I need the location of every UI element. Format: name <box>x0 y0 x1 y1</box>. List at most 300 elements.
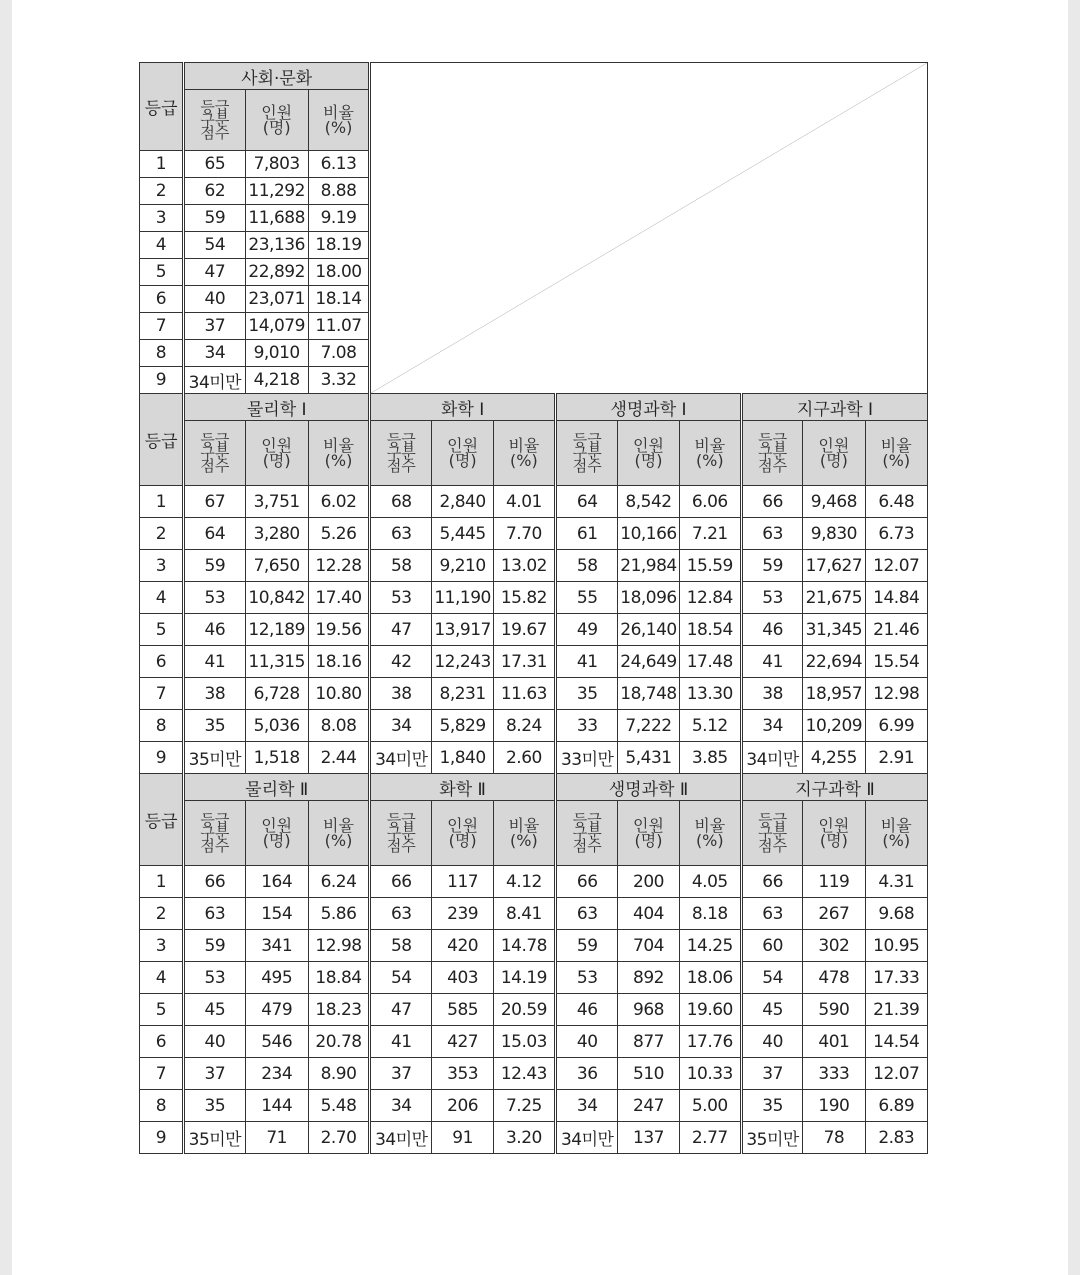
subject-header: 지구과학 Ⅰ <box>741 394 927 421</box>
cut-score-cell: 59 <box>184 550 245 582</box>
people-cell: 5,036 <box>245 710 308 742</box>
cut-score-cell: 54 <box>184 232 245 259</box>
ratio-cell: 2.83 <box>865 1122 927 1154</box>
cut-score-cell: 40 <box>741 1026 802 1058</box>
table-row <box>140 1090 928 1122</box>
people-cell: 9,210 <box>432 550 493 582</box>
ratio-cell: 12.98 <box>865 678 927 710</box>
ratio-cell: 13.02 <box>493 550 555 582</box>
subject-header: 지구과학 Ⅱ <box>741 774 927 801</box>
ratio-cell: 5.00 <box>679 1090 741 1122</box>
people-cell: 403 <box>432 962 493 994</box>
grade-cell: 5 <box>140 259 184 286</box>
people-cell: 91 <box>432 1122 493 1154</box>
people-cell: 404 <box>618 898 679 930</box>
cut-score-cell: 58 <box>370 930 432 962</box>
people-cell: 495 <box>245 962 308 994</box>
ratio-cell: 18.14 <box>308 286 369 313</box>
document-page <box>12 0 1068 1275</box>
cut-score-cell: 63 <box>556 898 618 930</box>
people-cell: 9,010 <box>245 340 308 367</box>
table-row <box>140 518 928 550</box>
ratio-cell: 7.21 <box>679 518 741 550</box>
grade-cell: 9 <box>140 367 184 394</box>
grade-cell: 4 <box>140 962 184 994</box>
cut-score-cell: 63 <box>741 898 802 930</box>
ratio-cell: 6.02 <box>308 486 369 518</box>
people-cell: 11,315 <box>245 646 308 678</box>
cut-score-cell: 35미만 <box>184 1122 245 1154</box>
people-header: 인원 (명) <box>803 801 865 866</box>
grade-cell: 8 <box>140 340 184 367</box>
grade-cell: 6 <box>140 286 184 313</box>
cut-score-cell: 45 <box>741 994 802 1026</box>
ratio-cell: 17.40 <box>308 582 369 614</box>
grade-cell: 7 <box>140 1058 184 1090</box>
people-cell: 18,096 <box>618 582 679 614</box>
people-cell: 18,748 <box>618 678 679 710</box>
people-cell: 1,518 <box>245 742 308 774</box>
cut-score-cell: 34 <box>741 710 802 742</box>
people-header: 인원 (명) <box>245 421 308 486</box>
cut-score-cell: 34미만 <box>184 367 245 394</box>
people-cell: 17,627 <box>803 550 865 582</box>
cut-score-cell: 53 <box>184 962 245 994</box>
subject-header: 사회·문화 <box>184 63 370 90</box>
subject-header: 화학 Ⅱ <box>370 774 556 801</box>
ratio-cell: 12.28 <box>308 550 369 582</box>
ratio-cell: 2.91 <box>865 742 927 774</box>
cut-score-cell: 35 <box>184 1090 245 1122</box>
table-row <box>140 678 928 710</box>
people-cell: 590 <box>803 994 865 1026</box>
ratio-cell: 3.32 <box>308 367 369 394</box>
table-row <box>140 742 928 774</box>
ratio-header: 비율 (%) <box>679 801 741 866</box>
ratio-cell: 11.07 <box>308 313 369 340</box>
cut-score-cell: 64 <box>556 486 618 518</box>
people-cell: 144 <box>245 1090 308 1122</box>
ratio-cell: 18.19 <box>308 232 369 259</box>
table-row <box>140 1058 928 1090</box>
cut-header: 등급 구분 점수 <box>370 801 432 866</box>
ratio-cell: 17.31 <box>493 646 555 678</box>
grade-cell: 7 <box>140 678 184 710</box>
grade-cell: 3 <box>140 550 184 582</box>
ratio-cell: 10.80 <box>308 678 369 710</box>
people-cell: 6,728 <box>245 678 308 710</box>
cut-score-cell: 37 <box>184 313 245 340</box>
cut-score-cell: 49 <box>556 614 618 646</box>
ratio-cell: 6.13 <box>308 151 369 178</box>
cut-score-cell: 47 <box>370 614 432 646</box>
cut-score-cell: 35미만 <box>184 742 245 774</box>
table-row <box>140 898 928 930</box>
people-cell: 12,243 <box>432 646 493 678</box>
ratio-cell: 6.48 <box>865 486 927 518</box>
table-row <box>140 646 928 678</box>
empty-diagonal-cell <box>370 63 928 394</box>
cut-score-cell: 66 <box>741 866 802 898</box>
people-cell: 5,829 <box>432 710 493 742</box>
cut-score-cell: 59 <box>184 930 245 962</box>
grade-cell: 6 <box>140 646 184 678</box>
cut-score-cell: 65 <box>184 151 245 178</box>
cut-score-cell: 34 <box>370 710 432 742</box>
grade-header: 등급 <box>140 63 184 151</box>
ratio-cell: 2.60 <box>493 742 555 774</box>
table-row <box>140 710 928 742</box>
people-cell: 1,840 <box>432 742 493 774</box>
grade-cell: 1 <box>140 151 184 178</box>
people-cell: 2,840 <box>432 486 493 518</box>
grade-header: 등급 <box>140 774 184 866</box>
ratio-cell: 15.59 <box>679 550 741 582</box>
ratio-cell: 2.77 <box>679 1122 741 1154</box>
people-cell: 10,842 <box>245 582 308 614</box>
people-cell: 9,830 <box>803 518 865 550</box>
cut-score-cell: 34미만 <box>370 1122 432 1154</box>
ratio-cell: 10.33 <box>679 1058 741 1090</box>
people-cell: 401 <box>803 1026 865 1058</box>
grade-cell: 3 <box>140 205 184 232</box>
table-row <box>140 582 928 614</box>
table-row <box>140 550 928 582</box>
people-cell: 8,231 <box>432 678 493 710</box>
table-row <box>140 614 928 646</box>
ratio-cell: 18.06 <box>679 962 741 994</box>
people-cell: 78 <box>803 1122 865 1154</box>
people-cell: 302 <box>803 930 865 962</box>
cut-header: 등급 구분 점수 <box>184 90 245 151</box>
people-cell: 164 <box>245 866 308 898</box>
ratio-cell: 6.73 <box>865 518 927 550</box>
people-header: 인원 (명) <box>618 421 679 486</box>
people-cell: 510 <box>618 1058 679 1090</box>
people-cell: 5,431 <box>618 742 679 774</box>
cut-score-cell: 34 <box>556 1090 618 1122</box>
people-cell: 11,190 <box>432 582 493 614</box>
cut-score-cell: 35미만 <box>741 1122 802 1154</box>
people-cell: 8,542 <box>618 486 679 518</box>
people-cell: 267 <box>803 898 865 930</box>
cut-score-cell: 47 <box>370 994 432 1026</box>
cut-score-cell: 41 <box>741 646 802 678</box>
ratio-cell: 15.82 <box>493 582 555 614</box>
ratio-cell: 13.30 <box>679 678 741 710</box>
cut-score-cell: 53 <box>741 582 802 614</box>
people-cell: 11,688 <box>245 205 308 232</box>
cut-score-cell: 45 <box>184 994 245 1026</box>
ratio-cell: 8.08 <box>308 710 369 742</box>
people-cell: 341 <box>245 930 308 962</box>
grade-cell: 1 <box>140 486 184 518</box>
grade-cell: 5 <box>140 614 184 646</box>
ratio-header: 비율 (%) <box>865 801 927 866</box>
people-cell: 18,957 <box>803 678 865 710</box>
ratio-cell: 7.25 <box>493 1090 555 1122</box>
people-cell: 247 <box>618 1090 679 1122</box>
people-cell: 427 <box>432 1026 493 1058</box>
cut-score-cell: 38 <box>184 678 245 710</box>
grade-cell: 5 <box>140 994 184 1026</box>
people-cell: 12,189 <box>245 614 308 646</box>
cut-score-cell: 46 <box>556 994 618 1026</box>
people-cell: 14,079 <box>245 313 308 340</box>
subject-header: 화학 Ⅰ <box>370 394 556 421</box>
ratio-cell: 2.70 <box>308 1122 369 1154</box>
people-cell: 9,468 <box>803 486 865 518</box>
cut-score-cell: 58 <box>370 550 432 582</box>
ratio-cell: 8.18 <box>679 898 741 930</box>
ratio-cell: 10.95 <box>865 930 927 962</box>
ratio-cell: 18.00 <box>308 259 369 286</box>
cut-score-cell: 37 <box>370 1058 432 1090</box>
ratio-cell: 14.84 <box>865 582 927 614</box>
people-cell: 3,280 <box>245 518 308 550</box>
people-cell: 478 <box>803 962 865 994</box>
ratio-cell: 17.33 <box>865 962 927 994</box>
people-cell: 22,694 <box>803 646 865 678</box>
ratio-cell: 14.54 <box>865 1026 927 1058</box>
people-cell: 3,751 <box>245 486 308 518</box>
people-cell: 4,255 <box>803 742 865 774</box>
cut-header: 등급 구분 점수 <box>741 421 802 486</box>
grade-cut-table <box>139 62 928 1154</box>
ratio-cell: 3.20 <box>493 1122 555 1154</box>
grade-cell: 8 <box>140 710 184 742</box>
ratio-cell: 12.43 <box>493 1058 555 1090</box>
people-cell: 21,675 <box>803 582 865 614</box>
cut-score-cell: 34미만 <box>556 1122 618 1154</box>
ratio-cell: 19.60 <box>679 994 741 1026</box>
ratio-cell: 8.41 <box>493 898 555 930</box>
people-cell: 234 <box>245 1058 308 1090</box>
ratio-cell: 12.07 <box>865 1058 927 1090</box>
ratio-cell: 7.70 <box>493 518 555 550</box>
cut-score-cell: 54 <box>741 962 802 994</box>
ratio-cell: 4.31 <box>865 866 927 898</box>
people-cell: 190 <box>803 1090 865 1122</box>
people-cell: 968 <box>618 994 679 1026</box>
cut-header: 등급 구분 점수 <box>370 421 432 486</box>
cut-header: 등급 구분 점수 <box>741 801 802 866</box>
ratio-header: 비율 (%) <box>308 421 369 486</box>
people-cell: 7,650 <box>245 550 308 582</box>
table-row <box>140 1026 928 1058</box>
people-cell: 892 <box>618 962 679 994</box>
cut-score-cell: 33 <box>556 710 618 742</box>
ratio-header: 비율 (%) <box>308 90 369 151</box>
ratio-header: 비율 (%) <box>493 421 555 486</box>
people-cell: 23,071 <box>245 286 308 313</box>
ratio-header: 비율 (%) <box>493 801 555 866</box>
people-cell: 11,292 <box>245 178 308 205</box>
cut-score-cell: 64 <box>184 518 245 550</box>
ratio-cell: 19.56 <box>308 614 369 646</box>
cut-score-cell: 36 <box>556 1058 618 1090</box>
ratio-cell: 14.19 <box>493 962 555 994</box>
cut-score-cell: 34 <box>184 340 245 367</box>
people-cell: 420 <box>432 930 493 962</box>
grade-cell: 2 <box>140 898 184 930</box>
people-cell: 22,892 <box>245 259 308 286</box>
cut-score-cell: 63 <box>370 518 432 550</box>
cut-score-cell: 59 <box>741 550 802 582</box>
subject-header: 물리학 Ⅰ <box>184 394 370 421</box>
people-header: 인원 (명) <box>803 421 865 486</box>
cut-score-cell: 41 <box>556 646 618 678</box>
cut-score-cell: 38 <box>370 678 432 710</box>
cut-score-cell: 62 <box>184 178 245 205</box>
people-cell: 7,803 <box>245 151 308 178</box>
table-row <box>140 486 928 518</box>
grade-cell: 6 <box>140 1026 184 1058</box>
cut-score-cell: 53 <box>556 962 618 994</box>
people-header: 인원 (명) <box>618 801 679 866</box>
ratio-cell: 3.85 <box>679 742 741 774</box>
people-cell: 23,136 <box>245 232 308 259</box>
cut-score-cell: 35 <box>741 1090 802 1122</box>
ratio-cell: 4.05 <box>679 866 741 898</box>
cut-score-cell: 66 <box>556 866 618 898</box>
ratio-cell: 6.89 <box>865 1090 927 1122</box>
table-row <box>140 1122 928 1154</box>
subject-header: 생명과학 Ⅰ <box>556 394 742 421</box>
subject-header: 물리학 Ⅱ <box>184 774 370 801</box>
people-cell: 479 <box>245 994 308 1026</box>
cut-score-cell: 37 <box>184 1058 245 1090</box>
cut-header: 등급 구분 점수 <box>184 801 245 866</box>
ratio-cell: 11.63 <box>493 678 555 710</box>
ratio-cell: 5.12 <box>679 710 741 742</box>
cut-score-cell: 63 <box>370 898 432 930</box>
grade-cell: 4 <box>140 582 184 614</box>
people-header: 인원 (명) <box>432 421 493 486</box>
people-cell: 21,984 <box>618 550 679 582</box>
cut-score-cell: 35 <box>556 678 618 710</box>
ratio-cell: 2.44 <box>308 742 369 774</box>
ratio-cell: 21.39 <box>865 994 927 1026</box>
cut-score-cell: 67 <box>184 486 245 518</box>
people-cell: 31,345 <box>803 614 865 646</box>
cut-score-cell: 47 <box>184 259 245 286</box>
cut-score-cell: 60 <box>741 930 802 962</box>
people-header: 인원 (명) <box>432 801 493 866</box>
table-row <box>140 866 928 898</box>
ratio-cell: 5.48 <box>308 1090 369 1122</box>
ratio-cell: 8.90 <box>308 1058 369 1090</box>
people-cell: 71 <box>245 1122 308 1154</box>
ratio-cell: 9.19 <box>308 205 369 232</box>
grade-cell: 3 <box>140 930 184 962</box>
ratio-cell: 15.54 <box>865 646 927 678</box>
ratio-cell: 12.84 <box>679 582 741 614</box>
cut-score-cell: 34미만 <box>741 742 802 774</box>
cut-score-cell: 35 <box>184 710 245 742</box>
people-cell: 154 <box>245 898 308 930</box>
ratio-header: 비율 (%) <box>308 801 369 866</box>
ratio-cell: 6.24 <box>308 866 369 898</box>
cut-score-cell: 40 <box>184 1026 245 1058</box>
grade-cell: 2 <box>140 518 184 550</box>
people-cell: 5,445 <box>432 518 493 550</box>
diagonal-line <box>371 63 927 393</box>
people-cell: 704 <box>618 930 679 962</box>
ratio-cell: 17.48 <box>679 646 741 678</box>
ratio-cell: 17.76 <box>679 1026 741 1058</box>
people-cell: 117 <box>432 866 493 898</box>
people-cell: 7,222 <box>618 710 679 742</box>
table-row <box>140 962 928 994</box>
cut-header: 등급 구분 점수 <box>184 421 245 486</box>
table-row <box>140 930 928 962</box>
ratio-cell: 6.99 <box>865 710 927 742</box>
cut-score-cell: 61 <box>556 518 618 550</box>
ratio-cell: 19.67 <box>493 614 555 646</box>
grade-cell: 2 <box>140 178 184 205</box>
cut-score-cell: 40 <box>184 286 245 313</box>
cut-score-cell: 41 <box>184 646 245 678</box>
cut-score-cell: 55 <box>556 582 618 614</box>
subject-header: 생명과학 Ⅱ <box>556 774 742 801</box>
people-cell: 546 <box>245 1026 308 1058</box>
ratio-cell: 4.12 <box>493 866 555 898</box>
cut-score-cell: 58 <box>556 550 618 582</box>
cut-score-cell: 34미만 <box>370 742 432 774</box>
grade-cell: 7 <box>140 313 184 340</box>
ratio-cell: 8.24 <box>493 710 555 742</box>
cut-score-cell: 54 <box>370 962 432 994</box>
people-cell: 585 <box>432 994 493 1026</box>
cut-score-cell: 42 <box>370 646 432 678</box>
ratio-cell: 18.84 <box>308 962 369 994</box>
people-cell: 239 <box>432 898 493 930</box>
people-cell: 137 <box>618 1122 679 1154</box>
cut-score-cell: 63 <box>184 898 245 930</box>
ratio-cell: 12.07 <box>865 550 927 582</box>
ratio-cell: 9.68 <box>865 898 927 930</box>
people-cell: 24,649 <box>618 646 679 678</box>
ratio-cell: 14.25 <box>679 930 741 962</box>
ratio-cell: 7.08 <box>308 340 369 367</box>
cut-score-cell: 53 <box>184 582 245 614</box>
cut-score-cell: 41 <box>370 1026 432 1058</box>
table-row <box>140 994 928 1026</box>
ratio-cell: 12.98 <box>308 930 369 962</box>
ratio-cell: 15.03 <box>493 1026 555 1058</box>
people-cell: 10,166 <box>618 518 679 550</box>
people-cell: 877 <box>618 1026 679 1058</box>
ratio-cell: 18.23 <box>308 994 369 1026</box>
grade-cell: 1 <box>140 866 184 898</box>
cut-score-cell: 46 <box>741 614 802 646</box>
ratio-cell: 18.16 <box>308 646 369 678</box>
ratio-header: 비율 (%) <box>865 421 927 486</box>
cut-score-cell: 40 <box>556 1026 618 1058</box>
grade-cell: 9 <box>140 1122 184 1154</box>
cut-score-cell: 59 <box>556 930 618 962</box>
cut-score-cell: 63 <box>741 518 802 550</box>
cut-score-cell: 53 <box>370 582 432 614</box>
cut-score-cell: 59 <box>184 205 245 232</box>
ratio-cell: 20.78 <box>308 1026 369 1058</box>
ratio-header: 비율 (%) <box>679 421 741 486</box>
people-cell: 13,917 <box>432 614 493 646</box>
ratio-cell: 18.54 <box>679 614 741 646</box>
cut-score-cell: 68 <box>370 486 432 518</box>
people-header: 인원 (명) <box>245 90 308 151</box>
